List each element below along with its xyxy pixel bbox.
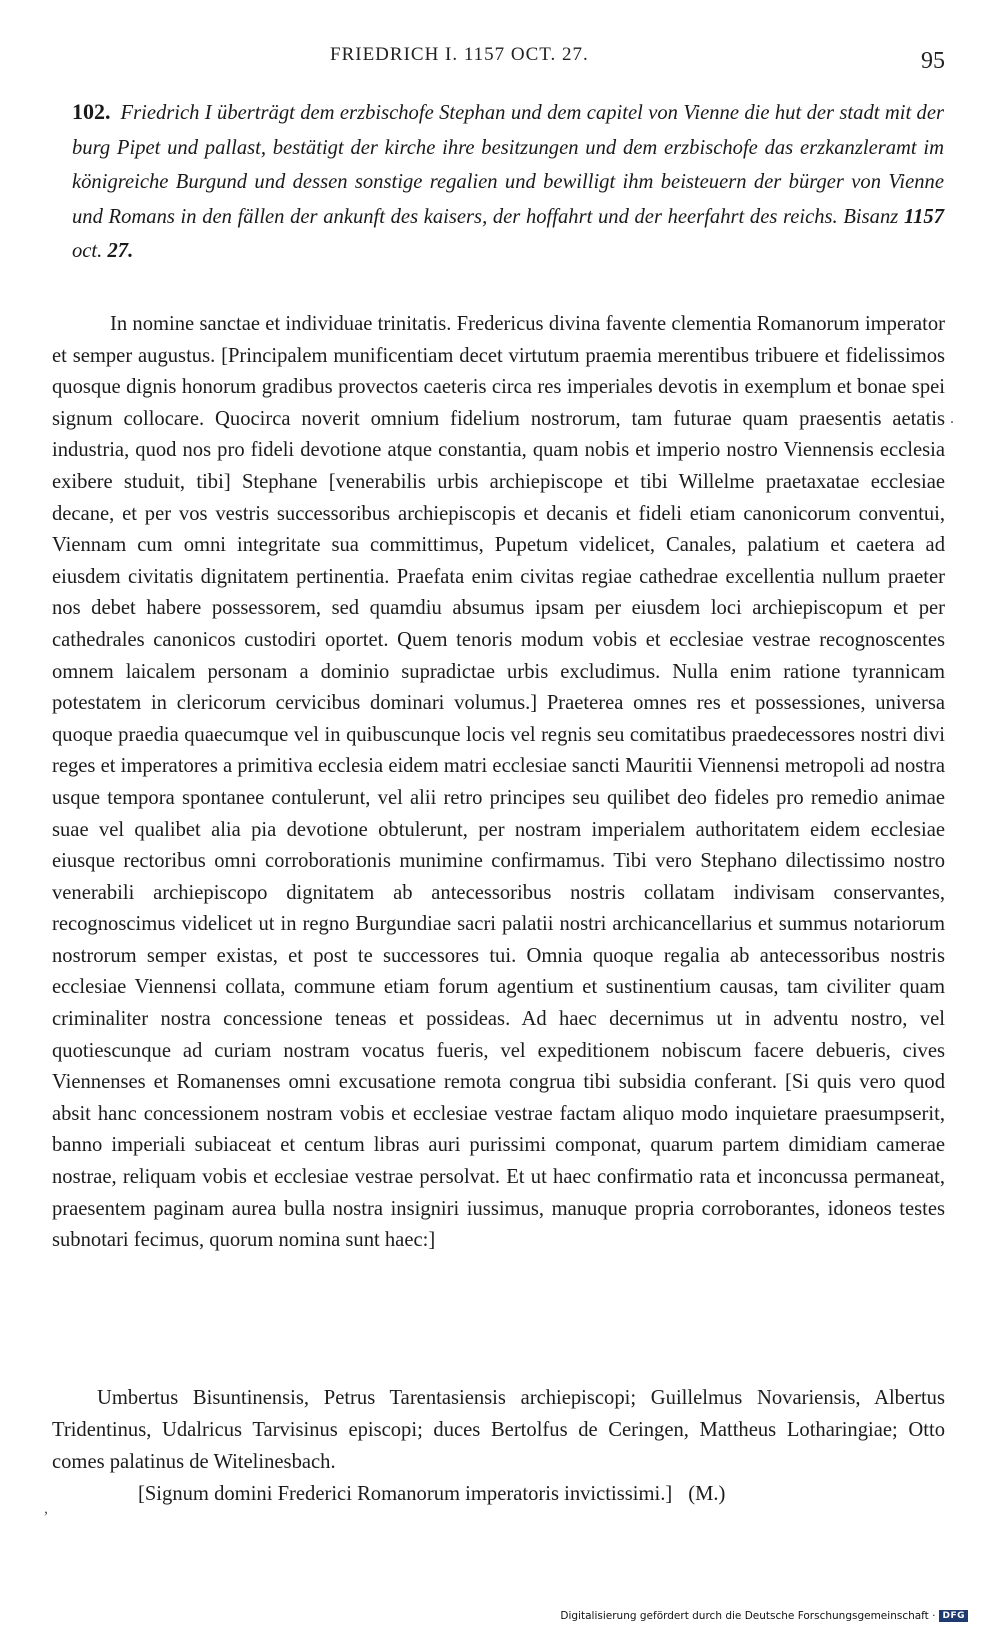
charter-paragraph: In nomine sanctae et individuae trinitatis. Fredericus divina favente clementia Romanorum imperator et semper augustus. [Principalem munificentiam decet virtutum praemia merentibus tribuere et fidelissimos quosque dignis honorum gradibus provectos caeteris circa res imperiales devotis in exemplum et bonae spei signum collocare. Quocirca noverit omnium fidelium nostrorum, tam futurae quam praesentis aetatis industria, quod nos pro fideli devotione atque constantia, quam nobis et imperio nostro Viennensis ecclesia exibere studuit, tibi] Stephane [venerabilis urbis archiepiscope et tibi Willelme praetaxatae ecclesiae decane, et per vos vestris successoribus archiepiscopis et decanis et fideli etiam canonicorum conventui, Viennam cum omni integritate sua committimus, Pupetum videlicet, Canales, palatium et caetera ad eiusdem civitatis dignitatem pertinentia. Praefata enim civitas regiae cathedrae excellentia nullum praeter nos debet habere possessorem, sed quamdiu absumus ipsam per eiusdem loci archiepiscopum et per cathedrales canonicos custodiri oportet. Quem tenoris modum vobis et ecclesiae vestrae recognoscentes omnem laicalem personam a dominio supradictae urbis excludimus. Nulla enim ratione tyrannicam potestatem in clericorum cervicibus dominari volumus.] Praeterea omnes res et possessiones, universa quoque praedia quaecumque vel in quibuscunque locis vel regnis seu comitatibus praedecessores nostri divi reges et imperatores a primitiva ecclesia eidem matri ecclesiae sancti Mauritii Viennensi metropoli ad nostra usque tempora spontanee contulerunt, vel alii retro principes seu quilibet deo fideles pro remedio animae suae vel qualibet alia pia devotione obtulerunt, per nostram imperialem authoritatem eidem ecclesiae eiusque rectoribus omni corroborationis munimine confirmamus. Tibi vero Stephano dilectissimo nostro venerabili archiepiscopo dignitatem ab antecessoribus nostris collatam indivisam conservantes, recognoscimus videlicet ut in regno Burgundiae sacri palatii nostri archicancellarius et summus notariorum nostrorum semper existas, et post te successores tui. Omnia quoque regalia ab antecessoribus nostris ecclesiae Viennensi collata, commune etiam forum agentium et sustinentium causas, tam civiliter quam criminaliter nostra concessione teneas et possideas. Ad haec decernimus ut in adventu nostro, vel quotiescunque ad curiam nostram vocatus fueris, vel expeditionem nobiscum facere debueris, cives Viennenses et Romanenses omni excusatione remota congrua tibi subsidia conferant. [Si quis vero quod absit hanc concessionem nostram vobis et ecclesiae vestrae factam aliquo modo inquietare praesumpserit, banno imperiali subiaceat et centum libras auri purissimi componat, quarum partem dimidiam camerae nostrae, reliquam vobis et ecclesiae vestrae persolvat. Et ut haec confirmatio rata et inconcussa permaneat, praesentem paginam aurea bulla nostra insigniri iussimus, manuque propria corroborantes, idoneos testes subnotari fecimus, quorum nomina sunt haec:]: [52, 313, 945, 1252]
charter-text: [52, 309, 945, 1257]
margin-dot-mark: .: [950, 410, 954, 427]
margin-comma-mark: ,: [44, 1500, 48, 1517]
document-number: 102.: [72, 99, 111, 124]
signum-text: [Signum domini Frederici Romanorum imperatoris invictissimi.]: [138, 1483, 673, 1505]
signum-line: [138, 1478, 725, 1510]
regest-text: Friedrich I überträgt dem erzbischofe Stephan und dem capitel von Vienne die hut der stadt mit der burg Pipet und pallast, bestätigt der kirche ihre besitzungen und dem erzbischofe das erzkanzleramt im königreiche Burgund und dessen sonstige regalien und bewilligt ihm beisteuern der bürger von Vienne und Romans in den fällen der ankunft des kaisers, der hoffahrt und der heerfahrt des reichs. Bisanz: [72, 102, 944, 228]
running-title: FRIEDRICH I. 1157 OCT. 27.: [330, 44, 589, 65]
running-head: [0, 44, 1000, 74]
witness-list: Umbertus Bisuntinensis, Petrus Tarentasiensis archiepiscopi; Guillelmus Novariensis, Albertus Tridentinus, Udalricus Tarvisinus episcopi; duces Bertolfus de Ceringen, Mattheus Lotharingiae; Otto comes palatinus de Witelinesbach.: [52, 1387, 945, 1473]
regest-date-month: oct.: [72, 240, 103, 262]
digitization-footer: [560, 1610, 968, 1622]
regest-date-day: 27.: [107, 240, 134, 262]
footer-text: Digitalisierung gefördert durch die Deutsche Forschungsgemeinschaft ·: [560, 1610, 936, 1622]
regest-summary: [72, 95, 944, 269]
dfg-logo: DFG: [939, 1610, 968, 1622]
page-number: 95: [921, 48, 945, 74]
monogram-mark: (M.): [688, 1483, 726, 1505]
regest-date-year: 1157: [903, 205, 944, 228]
